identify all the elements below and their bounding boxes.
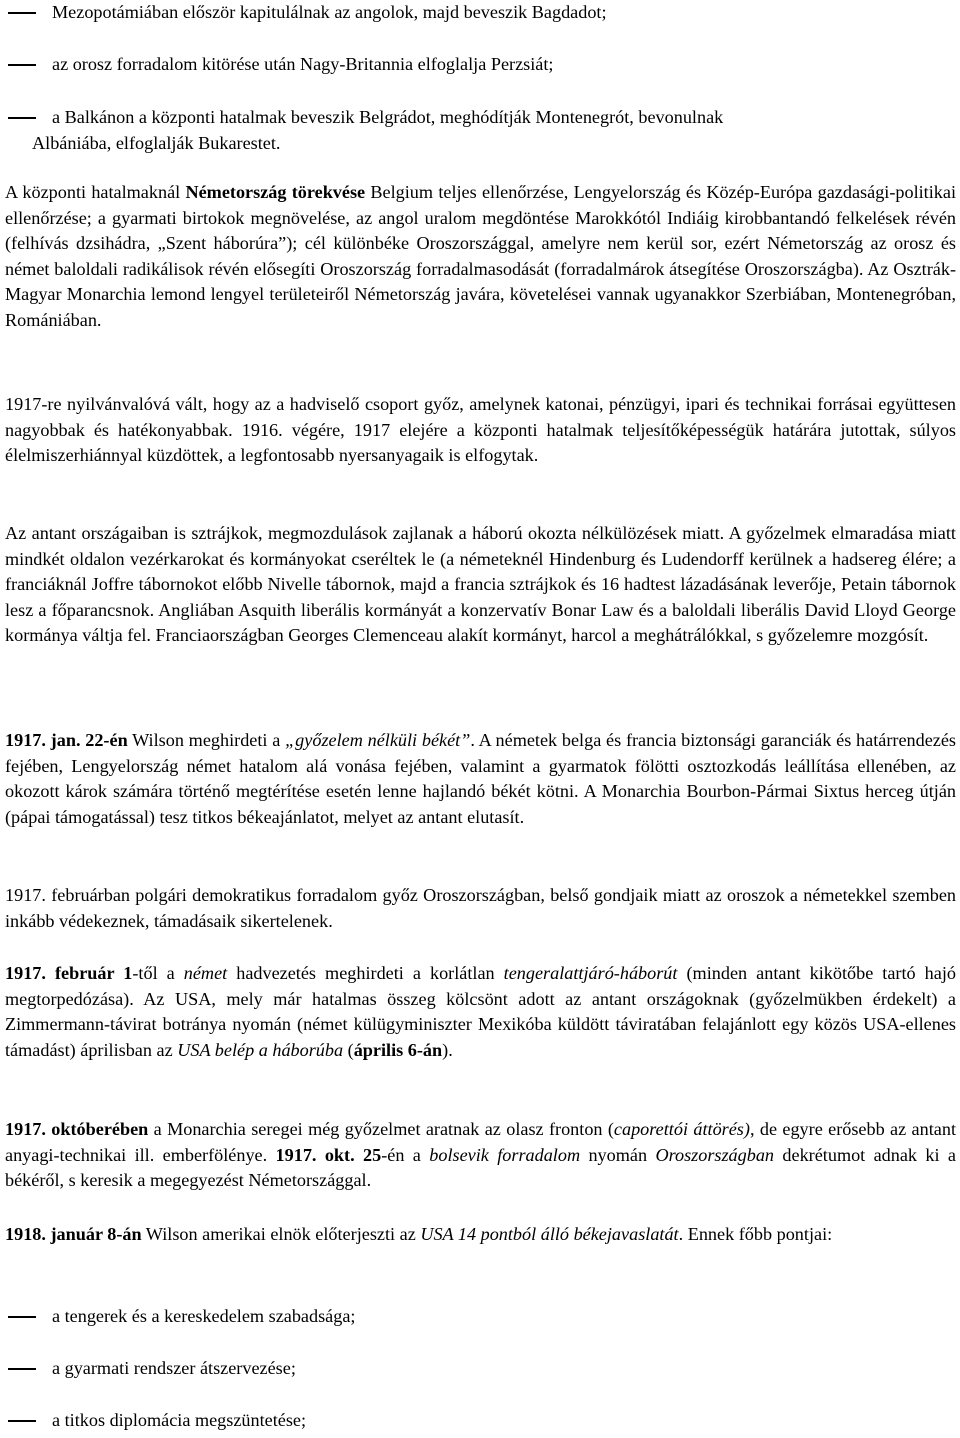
italic-text: német xyxy=(183,963,228,983)
italic-text: „győzelem nélküli békét” xyxy=(285,730,471,750)
text-span: Az antant országaiban is sztrájkok, megmozdulások zajlanak a háború okozta nélkülözések miatt. A győzelmek elmaradása miatt mindkét oldalon vezérkarokat és kormányokat cseréltek le (a németeknél Hindenburg és Ludendorff kerülnek a hadsereg élére; a franciáknál Joffre tábornokot előbb Nivelle tábornok, majd a francia sztrájkok és 16 hadtest lázadásának leverője, Petain tábornok lesz a főparancsnok. Angliában Asquith liberális kormányát a konzervatív Bonar Law és a baloldali liberális David Lloyd George kormánya váltja fel. Franciaországban Georges Clemenceau alakít kormányt, harcol a meghátrálókkal, s győzelemre mozgósít. xyxy=(5,523,956,646)
paragraph-russian-revolution xyxy=(5,883,956,934)
italic-text: Oroszországban xyxy=(655,1144,775,1165)
dash-bullet-icon xyxy=(8,64,36,66)
dash-bullet-icon xyxy=(8,1420,36,1422)
text-span: 1917-re nyilvánvalóvá vált, hogy az a hadviselő csoport győz, amelynek katonai, pénzügyi, ipari és technikai forrásai együttesen nagyobbak és hatékonyabbak. 1916. végére, 1917 elejére a központi hatalmak teljesítőképességük határára jutottak, súlyos élelmiszerhiánnyal küzdöttek, a legfontosabb nyersanyagaik is elfogytak. xyxy=(5,394,956,466)
text-span: ). xyxy=(442,1039,453,1060)
list-item xyxy=(0,0,960,26)
bold-text: 1917. február 1 xyxy=(5,963,133,983)
list-item-text: Mezopotámiában először kapitulálnak az angolok, majd beveszik Bagdadot; xyxy=(52,2,607,22)
list-item-text: az orosz forradalom kitörése után Nagy-Britannia elfoglalja Perzsiát; xyxy=(52,54,554,74)
list-item-continuation: Albániába, elfoglalják Bukarestet. xyxy=(32,132,281,153)
text-span: Belgium teljes ellenőrzése, Lengyelország és Közép-Európa gazdasági-politikai ellenőrzése; a gyarmati birtokok megnövelése, az angol uralom megdöntése Marokkótól Indiáig kirobbantandó felkelések révén (felhívás dzsihádra, „Szent háborúra”); cél különbéke Oroszországgal, amelyre nem kerül sor, ezért Németország az orosz és német baloldali radikálisok révén elősegíti Oroszország forradalmasodását (forradalmárok átsegítése Oroszországba). Az Osztrák-Magyar Monarchia lemond lengyel területeiről Németország javára, követelései vannak ugyanakkor Szerbiában, Montenegróban, Romániában. xyxy=(5,182,957,330)
list-item xyxy=(0,1304,960,1330)
list-item xyxy=(0,1408,960,1434)
text-span: -től a xyxy=(132,963,184,983)
bold-text: 1917. jan. 22-én xyxy=(5,730,128,750)
paragraph-wilson-peace xyxy=(5,728,956,830)
italic-text: USA belép a háborúba xyxy=(177,1039,344,1060)
text-span: a Monarchia seregei még győzelmet aratnak az olasz fronton ( xyxy=(148,1119,614,1139)
italic-text: USA 14 pontból álló békejavaslatát xyxy=(420,1224,679,1244)
paragraph-entente-strikes xyxy=(5,521,956,649)
text-span: dekrétumot adnak ki a békéről, s keresik a megegyezést Németországgal. xyxy=(5,1144,956,1191)
text-span: hadvezetés meghirdeti a korlátlan xyxy=(227,963,504,983)
text-span: , de egyre erősebb az antant anyagi-technikai ill. emberfölénye. xyxy=(5,1119,956,1165)
text-span: Wilson amerikai elnök előterjeszti az xyxy=(141,1224,421,1244)
bold-text: 1918. január 8-án xyxy=(5,1224,142,1244)
text-span: . Ennek főbb pontjai: xyxy=(678,1224,833,1244)
bold-text: 1917. okt. 25 xyxy=(275,1144,382,1165)
paragraph-fourteen-points xyxy=(5,1222,956,1248)
text-span: ( xyxy=(343,1039,354,1060)
bold-text: 1917. októberében xyxy=(5,1119,149,1139)
text-span: nyomán xyxy=(580,1144,656,1165)
list-item-text: a Balkánon a központi hatalmak beveszik Belgrádot, meghódítják Montenegrót, bevonulnak xyxy=(52,107,724,127)
list-item-text: a titkos diplomácia megszüntetése; xyxy=(52,1410,307,1430)
dash-bullet-icon xyxy=(8,12,36,14)
list-item-text: a gyarmati rendszer átszervezése; xyxy=(52,1358,296,1378)
paragraph-german-aims xyxy=(5,180,956,334)
bold-text: Németország törekvése xyxy=(185,182,366,202)
text-span: -én a xyxy=(381,1144,430,1165)
text-span: 1917. februárban polgári demokratikus forradalom győz Oroszországban, belső gondjaik miatt az oroszok a németekkel szemben inkább védekeznek, támadásaik sikertelenek. xyxy=(5,885,956,931)
text-span: Wilson meghirdeti a xyxy=(127,730,286,750)
list-item xyxy=(0,52,960,78)
italic-text: caporettói áttörés) xyxy=(613,1119,750,1139)
bold-text: április 6-án xyxy=(353,1039,443,1060)
paragraph-caporetto xyxy=(5,1117,956,1194)
text-span: (minden antant kikötőbe tartó hajó megtorpedózása). Az USA, mely már hatalmas összeg kölcsönt adott az antant országoknak (győzelmükben érdekelt) a Zimmermann-távirat botránya nyomán (német külügyminiszter Mexikóba küldött táviratában felajánlott egy közös USA-ellenes támadást) áprilisban az xyxy=(5,963,956,1060)
list-item xyxy=(0,1356,960,1382)
paragraph-1917-exhaustion xyxy=(5,392,956,469)
dash-bullet-icon xyxy=(8,1368,36,1370)
dash-bullet-icon xyxy=(8,1316,36,1318)
italic-text: tengeralattjáró-háborút xyxy=(503,963,678,983)
text-span: A központi hatalmaknál xyxy=(5,182,186,202)
dash-bullet-icon xyxy=(8,117,36,119)
paragraph-submarine-war xyxy=(5,961,956,1063)
list-item xyxy=(0,105,960,156)
list-item-text: a tengerek és a kereskedelem szabadsága; xyxy=(52,1306,356,1326)
text-span: . A németek belga és francia biztonsági garanciák és határrendezés fejében, Lengyelország német hatalom alá vonása fejében, valamint a gyarmatok fölötti osztozkodás leállítása ellenében, az okozott károk számára történő megtérítése esetén lenne hajlandó békét kötni. A Monarchia Bourbon-Pármai Sixtus herceg útján (pápai támogatással) tesz titkos békeajánlatot, melyet az antant elutasít. xyxy=(5,730,956,827)
italic-text: bolsevik forradalom xyxy=(429,1144,581,1165)
